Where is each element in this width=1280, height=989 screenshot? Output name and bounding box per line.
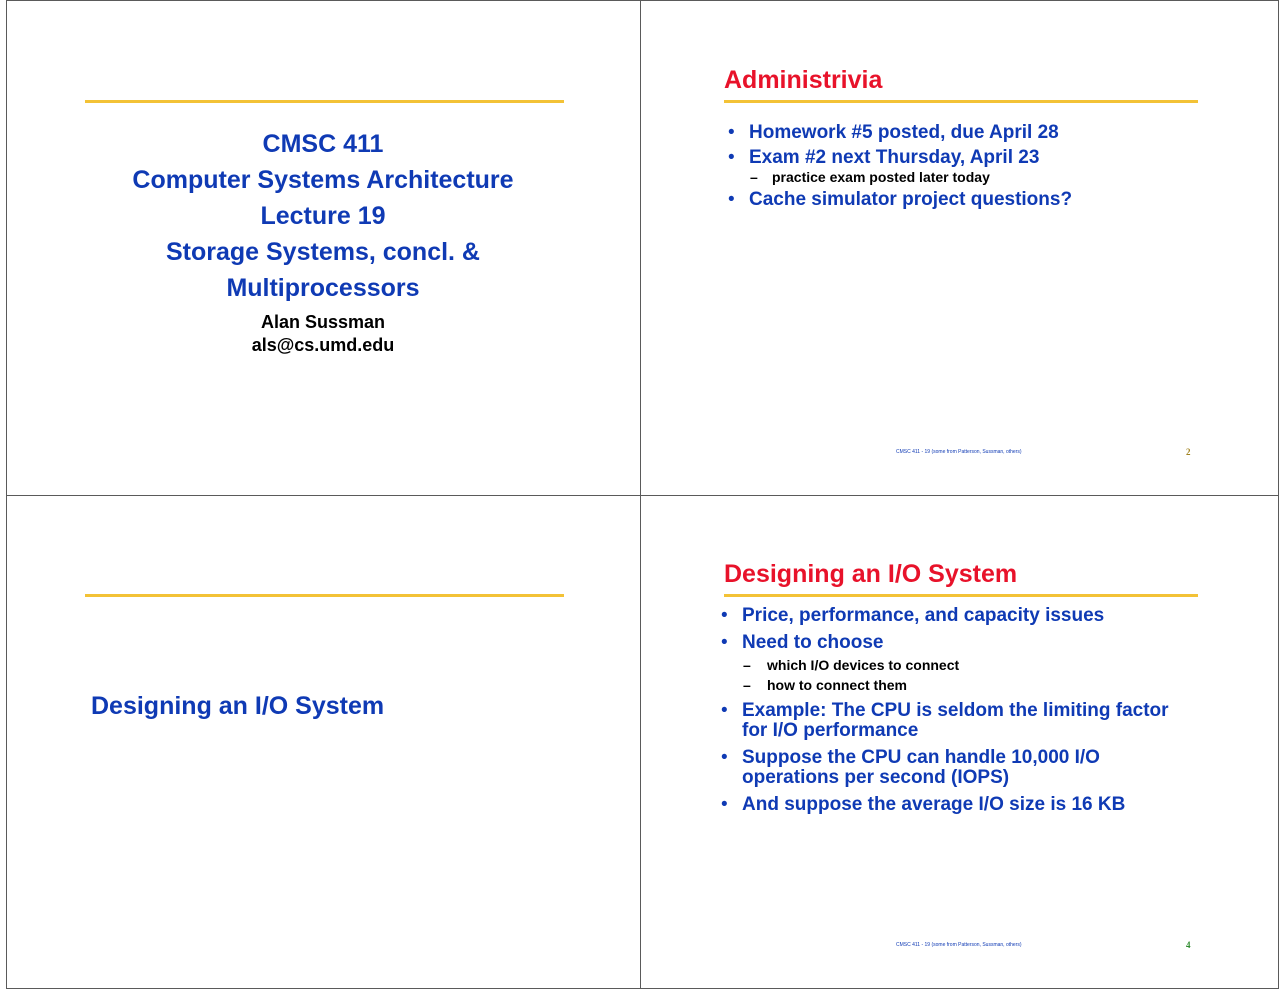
bullet-text: Price, performance, and capacity issues [742, 605, 1105, 626]
lecture-title [47, 126, 599, 306]
slide-footer: CMSC 411 - 19 (some from Patterson, Sussman, others) [896, 942, 1022, 948]
bullet-item [724, 123, 1204, 143]
bullet-glyph: • [728, 147, 735, 168]
slide-title: Administrivia [724, 66, 883, 94]
slide-title: Designing an I/O System [724, 560, 1018, 588]
bullet-item [717, 795, 1197, 815]
sub-bullet-item [724, 168, 1204, 187]
bullet-text: Need to choose [742, 632, 884, 653]
bullet-text: Cache simulator project questions? [749, 189, 1073, 210]
bullet-text: Exam #2 next Thursday, April 23 [749, 147, 1040, 168]
bullet-glyph: • [721, 632, 728, 653]
bullet-glyph: • [728, 122, 735, 143]
sub-bullet-text: practice exam posted later today [772, 169, 990, 185]
author-email: als@cs.umd.edu [251, 335, 395, 355]
slide-footer: CMSC 411 - 19 (some from Patterson, Sussman, others) [896, 449, 1022, 455]
sub-bullet-text: which I/O devices to connect [767, 657, 960, 673]
lecture-topic-line-2: Multiprocessors [226, 274, 420, 302]
bullet-glyph: • [721, 605, 728, 626]
bullet-text: Homework #5 posted, due April 28 [749, 122, 1059, 143]
bullet-glyph: • [721, 794, 728, 815]
sub-bullet-item [717, 675, 1197, 695]
bullet-item [717, 701, 1197, 741]
sub-bullet-item [717, 655, 1197, 675]
bullet-text: And suppose the average I/O size is 16 KB [742, 794, 1126, 815]
page-number: 4 [1186, 940, 1191, 950]
bullet-list [717, 606, 1197, 815]
course-name: Computer Systems Architecture [132, 166, 514, 194]
bullet-glyph: • [728, 189, 735, 210]
dash-glyph: – [743, 657, 751, 673]
bullet-item [724, 190, 1204, 210]
title-rule [724, 100, 1198, 103]
bullet-text: Suppose the CPU can handle 10,000 I/O operations per second (IOPS) [742, 747, 1100, 788]
dash-glyph: – [750, 169, 758, 185]
slide-2-administrivia[interactable] [640, 0, 1279, 496]
bullet-text: Example: The CPU is seldom the limiting factor for I/O performance [742, 700, 1169, 741]
slide-3-section[interactable] [6, 495, 641, 989]
bullet-item [717, 748, 1197, 788]
section-title: Designing an I/O System [91, 692, 385, 720]
bullet-item [717, 633, 1197, 653]
title-rule [85, 594, 564, 597]
author-name: Alan Sussman [260, 312, 386, 332]
title-rule [85, 100, 564, 103]
title-rule [724, 594, 1198, 597]
page-number: 2 [1186, 447, 1191, 457]
bullet-list [724, 123, 1204, 210]
sub-bullet-text: how to connect them [767, 677, 907, 693]
bullet-glyph: • [721, 747, 728, 768]
bullet-item [717, 606, 1197, 626]
bullet-glyph: • [721, 700, 728, 721]
lecture-topic-line-1: Storage Systems, concl. & [165, 238, 480, 266]
author-block [47, 311, 599, 357]
slide-1-title[interactable] [6, 0, 641, 496]
course-code: CMSC 411 [262, 130, 384, 158]
bullet-item [724, 148, 1204, 168]
dash-glyph: – [743, 677, 751, 693]
lecture-number: Lecture 19 [260, 202, 386, 230]
slide-4-io-system[interactable] [640, 495, 1279, 989]
